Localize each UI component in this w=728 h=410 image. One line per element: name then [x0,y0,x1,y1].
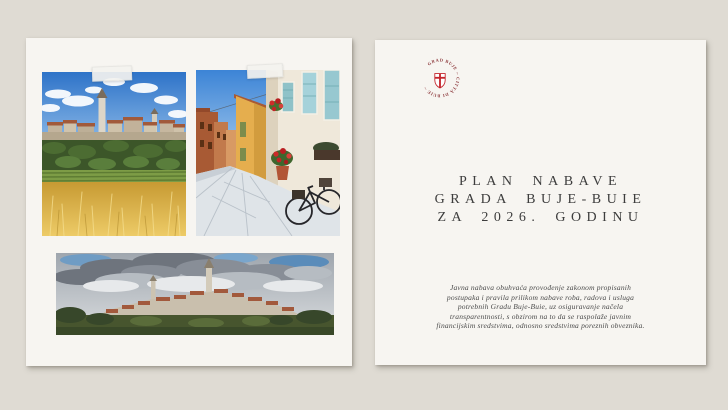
shield-icon [435,74,445,88]
storm-clouds [56,253,332,292]
seal-circular-text: GRAD BUJE ~ CITTÀ DI BUIE ~ [422,57,461,99]
wheat-field [42,182,186,236]
vineyard-strip [42,170,186,184]
right-page [375,40,706,365]
tree-hillside [42,140,186,174]
city-seal [416,54,464,102]
paragraph-line: Javna nabava obuhvaća provođenje zakonom propisanih [449,283,632,292]
street-bicycle-photo [196,70,340,236]
hilltop-town-wheat-photo [42,72,186,236]
title-line: GRADA BUJE-BUIE [434,192,647,207]
hilltop-town-wheat-illustration [42,72,186,236]
washi-tape-icon [92,65,132,81]
paragraph-line: financijskim sredstvima, odnosno sredstvima poreznih obveznika. [436,321,645,331]
street-bicycle-illustration [196,70,340,236]
city-seal-graphic [416,54,464,102]
washi-tape-icon [247,63,284,79]
town-panorama-illustration [56,253,334,335]
left-page [26,38,352,366]
town-panorama-photo [56,253,334,335]
paragraph-line: potrebnih Gradu Buje-Buie, uz osiguravanje načela [457,302,624,312]
paragraph-line: postupaka i pravila prilikom nabave roba, radova i usluga [446,292,635,302]
title-line: PLAN NABAVE [458,174,623,189]
document-title [375,173,706,227]
paragraph-line: transparentnosti, s obzirom na to da se raspolaže javnim [449,311,632,321]
intro-paragraph [405,283,676,331]
window-box [313,142,340,160]
title-line: ZA 2026. GODINU [437,210,644,225]
